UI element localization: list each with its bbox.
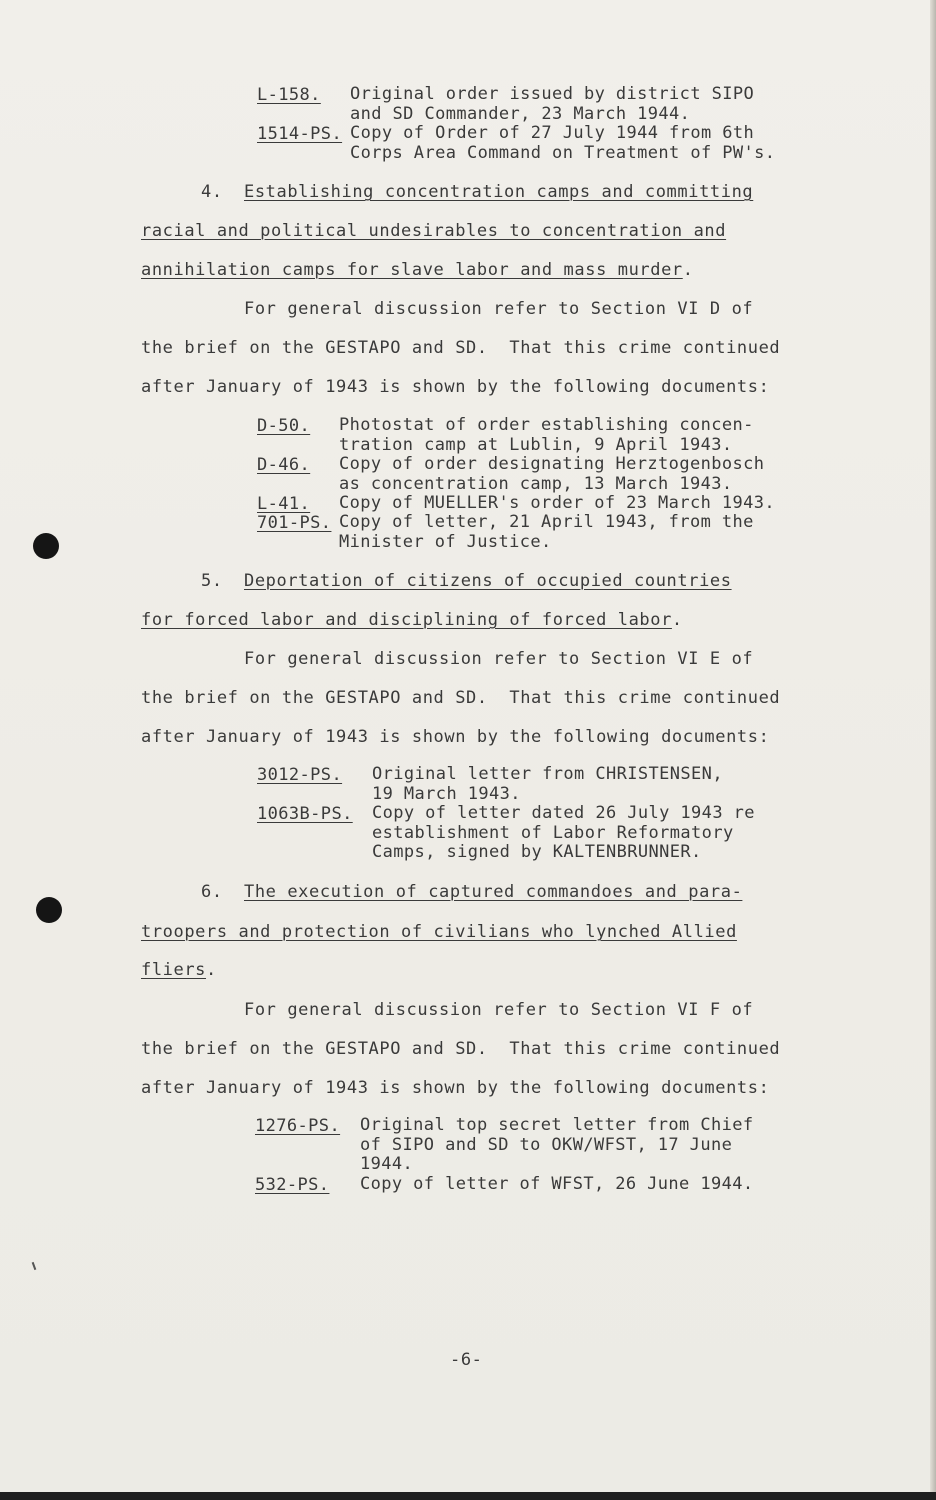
section-heading <box>141 960 217 980</box>
stray-mark <box>32 1262 37 1270</box>
ref-code: L-158. <box>257 85 321 105</box>
heading-period: . <box>671 610 683 630</box>
punch-hole-bottom <box>36 897 62 923</box>
body-text: the brief on the GESTAPO and SD. That this crime continued <box>141 338 781 358</box>
paper-edge-right <box>930 0 936 1500</box>
section-heading: The execution of captured commandoes and para- <box>244 882 743 902</box>
section-heading: troopers and protection of civilians who lynched Allied <box>141 922 737 942</box>
ref-description: Copy of order designating Herztogenbosch as concentration camp, 13 March 1943. <box>339 454 765 494</box>
ref-description: Copy of MUELLER's order of 23 March 1943. <box>339 493 776 513</box>
ref-code: D-46. <box>257 455 311 475</box>
body-text: the brief on the GESTAPO and SD. That this crime continued <box>141 1039 781 1059</box>
section-heading-text: annihilation camps for slave labor and mass murder <box>141 260 683 280</box>
ref-code: 1276-PS. <box>255 1116 341 1136</box>
heading-period: . <box>682 260 694 280</box>
ref-code: 3012-PS. <box>257 765 343 785</box>
paper-edge-bottom <box>0 1492 936 1500</box>
body-text: For general discussion refer to Section VI E of <box>244 649 754 669</box>
body-text: For general discussion refer to Section VI D of <box>244 299 754 319</box>
body-text: after January of 1943 is shown by the following documents: <box>141 727 770 747</box>
ref-description: Copy of letter of WFST, 26 June 1944. <box>360 1174 754 1194</box>
section-heading: racial and political undesirables to concentration and <box>141 221 727 241</box>
heading-period: . <box>206 960 217 980</box>
ref-description: Copy of letter dated 26 July 1943 re establishment of Labor Reformatory Camps, signed by KALTENBRUNNER. <box>372 803 755 862</box>
ref-description: Copy of Order of 27 July 1944 from 6th Corps Area Command on Treatment of PW's. <box>350 123 776 163</box>
ref-code: 1063B-PS. <box>257 804 353 824</box>
section-heading-text: fliers <box>141 960 207 980</box>
ref-code: 701-PS. <box>257 513 332 533</box>
ref-code: 532-PS. <box>255 1175 330 1195</box>
section-heading: Establishing concentration camps and committing <box>244 182 754 202</box>
ref-description: Original top secret letter from Chief of SIPO and SD to OKW/WFST, 17 June 1944. <box>360 1115 754 1174</box>
ref-description: Original order issued by district SIPO and SD Commander, 23 March 1944. <box>350 84 755 124</box>
body-text: after January of 1943 is shown by the following documents: <box>141 1078 770 1098</box>
section-number: 5. <box>201 571 223 591</box>
ref-code: L-41. <box>257 494 311 514</box>
section-heading: Deportation of citizens of occupied countries <box>244 571 732 591</box>
body-text: after January of 1943 is shown by the following documents: <box>141 377 770 397</box>
page-number: -6- <box>450 1350 483 1370</box>
ref-description: Photostat of order establishing concen- tration camp at Lublin, 9 April 1943. <box>339 415 754 455</box>
section-heading <box>141 610 683 630</box>
section-number: 6. <box>201 882 223 902</box>
ref-description: Original letter from CHRISTENSEN, 19 March 1943. <box>372 764 723 804</box>
ref-code: D-50. <box>257 416 311 436</box>
body-text: the brief on the GESTAPO and SD. That this crime continued <box>141 688 781 708</box>
punch-hole-top <box>33 533 59 559</box>
ref-code: 1514-PS. <box>257 124 343 144</box>
section-number: 4. <box>201 182 223 202</box>
section-heading-text: for forced labor and disciplining of forced labor <box>141 610 672 630</box>
ref-description: Copy of letter, 21 April 1943, from the Minister of Justice. <box>339 512 754 552</box>
section-heading <box>141 260 694 280</box>
body-text: For general discussion refer to Section VI F of <box>244 1000 754 1020</box>
